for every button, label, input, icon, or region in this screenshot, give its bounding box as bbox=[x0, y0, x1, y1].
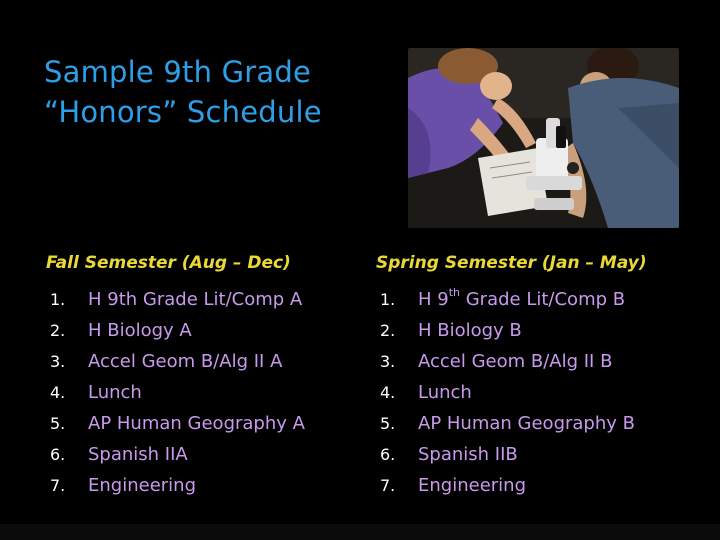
item-number: 4. bbox=[380, 383, 396, 402]
list-item bbox=[50, 470, 305, 501]
item-number: 4. bbox=[50, 383, 66, 402]
list-item bbox=[50, 284, 305, 315]
list-item bbox=[380, 284, 635, 315]
course-name: AP Human Geography B bbox=[418, 413, 635, 434]
list-item bbox=[50, 377, 305, 408]
course-name: Accel Geom B/Alg II B bbox=[418, 351, 613, 372]
item-number: 3. bbox=[50, 352, 66, 371]
course-name: H Biology B bbox=[418, 320, 522, 341]
fall-course-list bbox=[50, 284, 305, 501]
students-microscope-photo bbox=[408, 48, 679, 228]
list-item bbox=[380, 470, 635, 501]
list-item bbox=[50, 346, 305, 377]
item-number: 2. bbox=[380, 321, 396, 340]
item-number: 7. bbox=[380, 476, 396, 495]
course-name-part: Grade Lit/Comp B bbox=[460, 289, 626, 310]
spring-semester-heading: Spring Semester (Jan – May) bbox=[376, 253, 647, 273]
item-number: 5. bbox=[380, 414, 396, 433]
fall-semester-heading: Fall Semester (Aug – Dec) bbox=[46, 253, 291, 273]
item-number: 5. bbox=[50, 414, 66, 433]
list-item bbox=[380, 315, 635, 346]
course-name: Spanish IIA bbox=[88, 444, 188, 465]
photo-illustration bbox=[408, 48, 679, 228]
course-name: Engineering bbox=[418, 475, 526, 496]
ordinal-suffix: th bbox=[448, 286, 461, 299]
course-name: Lunch bbox=[418, 382, 472, 403]
list-item bbox=[380, 408, 635, 439]
list-item bbox=[50, 315, 305, 346]
item-number: 6. bbox=[50, 445, 66, 464]
item-number: 1. bbox=[380, 290, 396, 309]
course-name-part: H 9 bbox=[418, 289, 449, 310]
title-line-1: Sample 9th Grade bbox=[44, 55, 311, 89]
list-item bbox=[50, 408, 305, 439]
spring-course-list bbox=[380, 284, 635, 501]
course-name: H 9th Grade Lit/Comp A bbox=[88, 289, 303, 310]
item-number: 6. bbox=[380, 445, 396, 464]
course-name: Lunch bbox=[88, 382, 142, 403]
course-name: Engineering bbox=[88, 475, 196, 496]
item-number: 2. bbox=[50, 321, 66, 340]
list-item bbox=[380, 377, 635, 408]
item-number: 3. bbox=[380, 352, 396, 371]
slide-title bbox=[44, 52, 322, 132]
item-number: 1. bbox=[50, 290, 66, 309]
list-item bbox=[50, 439, 305, 470]
course-name: AP Human Geography A bbox=[88, 413, 305, 434]
course-name: Spanish IIB bbox=[418, 444, 518, 465]
item-number: 7. bbox=[50, 476, 66, 495]
course-name: Accel Geom B/Alg II A bbox=[88, 351, 283, 372]
list-item bbox=[380, 439, 635, 470]
bottom-bar bbox=[0, 524, 720, 540]
course-name: H Biology A bbox=[88, 320, 192, 341]
course-name bbox=[418, 286, 626, 310]
list-item bbox=[380, 346, 635, 377]
title-line-2: “Honors” Schedule bbox=[44, 95, 322, 129]
